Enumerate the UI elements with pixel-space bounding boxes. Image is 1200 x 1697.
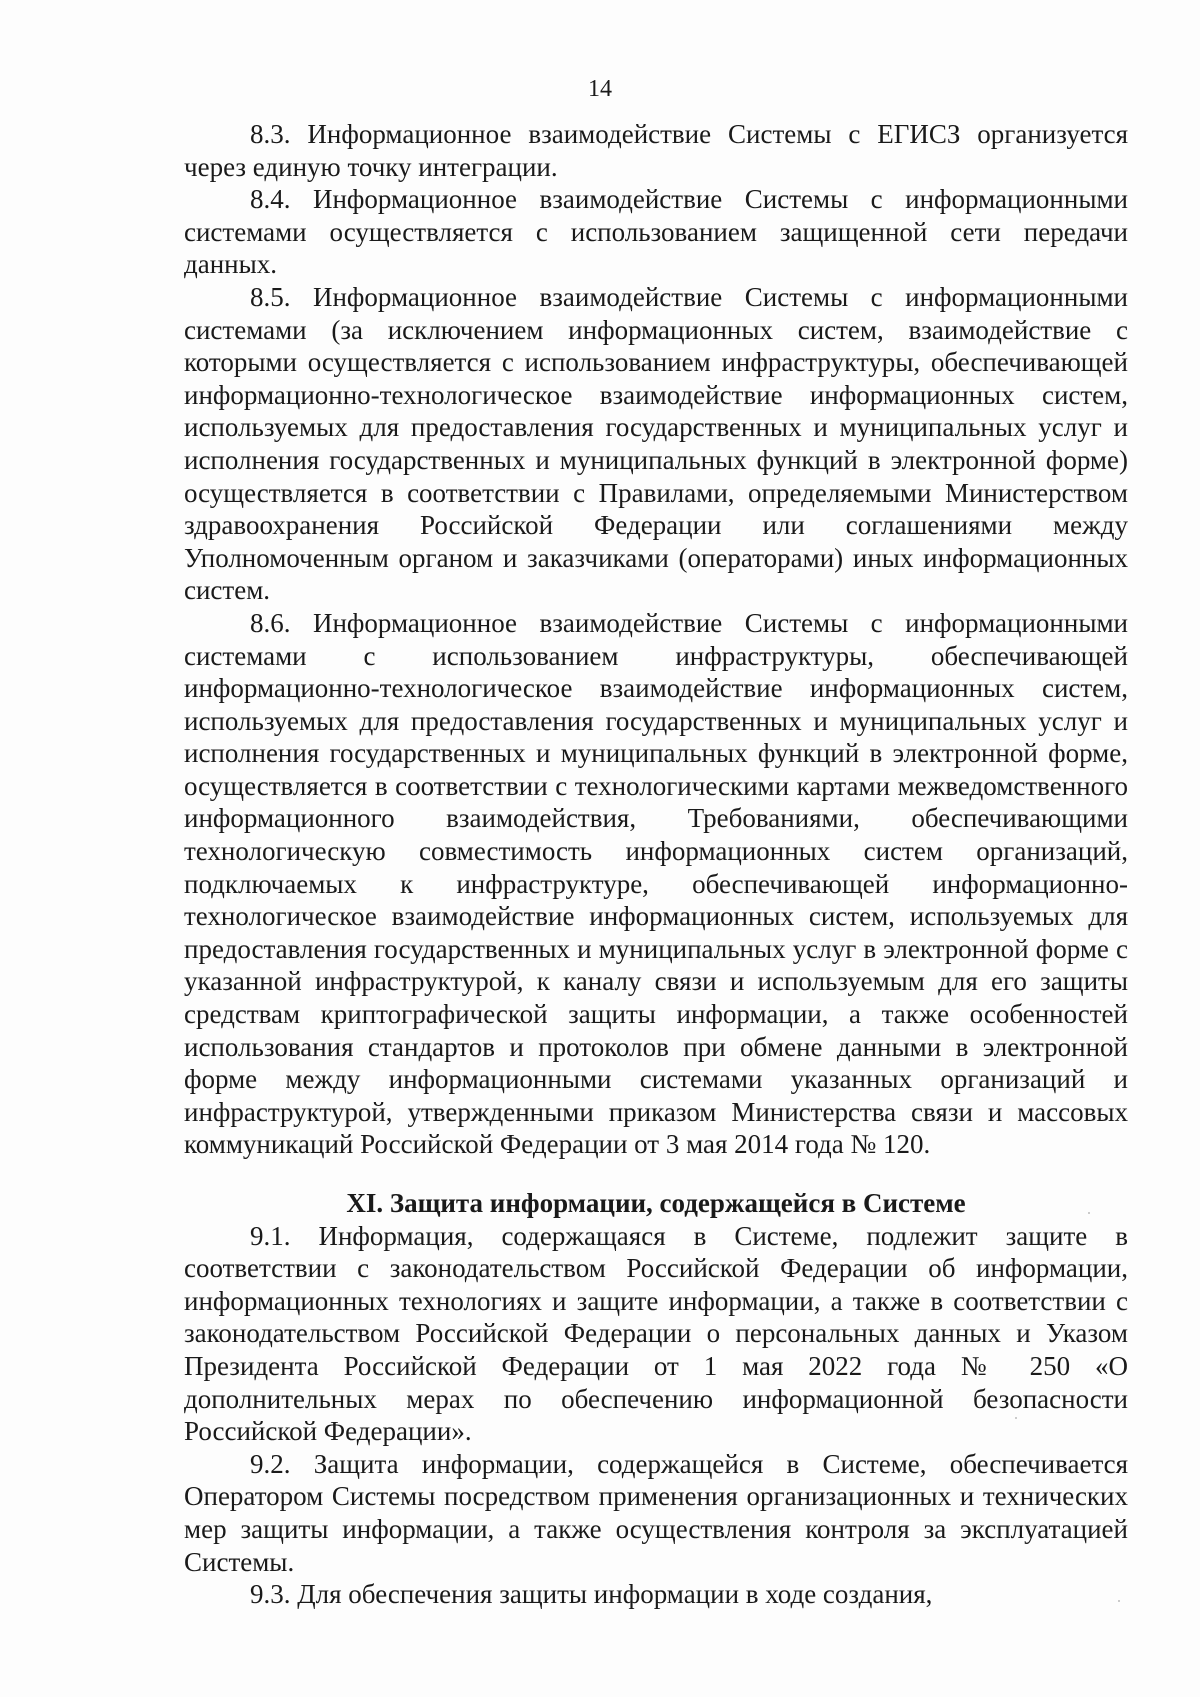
scan-speck: [1015, 1417, 1017, 1419]
paragraph-8-5: 8.5. Информационное взаимодействие Системы с информационными системами (за исключением информационных систем, взаимодействие с которыми осуществляется с использованием инфраструктуры, обеспечивающей информационно-технологическое взаимодействие информационных систем, используемых для предоставления государственных и муниципальных услуг и исполнения государственных и муниципальных функций в электронной форме) осуществляется в соответствии с Правилами, определяемыми Министерством здравоохранения Российской Федерации или соглашениями между Уполномоченным органом и заказчиками (операторами) иных информационных систем.: [184, 281, 1128, 606]
paragraph-9-3: 9.3. Для обеспечения защиты информации в ходе создания,: [250, 1579, 933, 1610]
section-heading: XI. Защита информации, содержащейся в Системе: [346, 1188, 966, 1218]
scan-speck: [1088, 1212, 1090, 1214]
paragraph-8-3: 8.3. Информационное взаимодействие Системы с ЕГИСЗ организуется через единую точку интеграции.: [184, 119, 1128, 182]
paragraph-9-1: 9.1. Информация, содержащаяся в Системе, подлежит защите в соответствии с законодательством Российской Федерации об информации, информационных технологиях и защите информации, а также в соответствии с законодательством Российской Федерации о персональных данных и Указом Президента Российской Федерации от 1 мая 2022 года № 250 «О дополнительных мерах по обеспечению информационной безопасности Российской Федерации».: [184, 1220, 1128, 1447]
page-number: 14: [588, 76, 612, 102]
paragraph-9-2: 9.2. Защита информации, содержащейся в Системе, обеспечивается Оператором Системы посредством применения организационных и технических мер защиты информации, а также осуществления контроля за эксплуатацией Системы.: [184, 1448, 1128, 1577]
scan-speck: [1118, 1600, 1120, 1602]
paragraph-8-4: 8.4. Информационное взаимодействие Системы с информационными системами осуществляется с использованием защищенной сети передачи данных.: [184, 184, 1128, 280]
paragraph-8-6: 8.6. Информационное взаимодействие Системы с информационными системами с использованием инфраструктуры, обеспечивающей информационно-технологическое взаимодействие информационных систем, используемых для предоставления государственных и муниципальных услуг и исполнения государственных и муниципальных функций в электронной форме, осуществляется в соответствии с технологическими картами межведомственного информационного взаимодействия, Требованиями, обеспечивающими технологическую совместимость информационных систем организаций, подключаемых к инфраструктуре, обеспечивающей информационно-технологическое взаимодействие информационных систем, используемых для предоставления государственных и муниципальных услуг в электронной форме с указанной инфраструктурой, к каналу связи и используемым для его защиты средствам криптографической защиты информации, а также особенностей использования стандартов и протоколов при обмене данными в электронной форме между информационными системами указанных организаций и инфраструктурой, утвержденными приказом Министерства связи и массовых коммуникаций Российской Федерации от 3 мая 2014 года № 120.: [184, 607, 1128, 1160]
document-body: [184, 118, 1128, 1611]
